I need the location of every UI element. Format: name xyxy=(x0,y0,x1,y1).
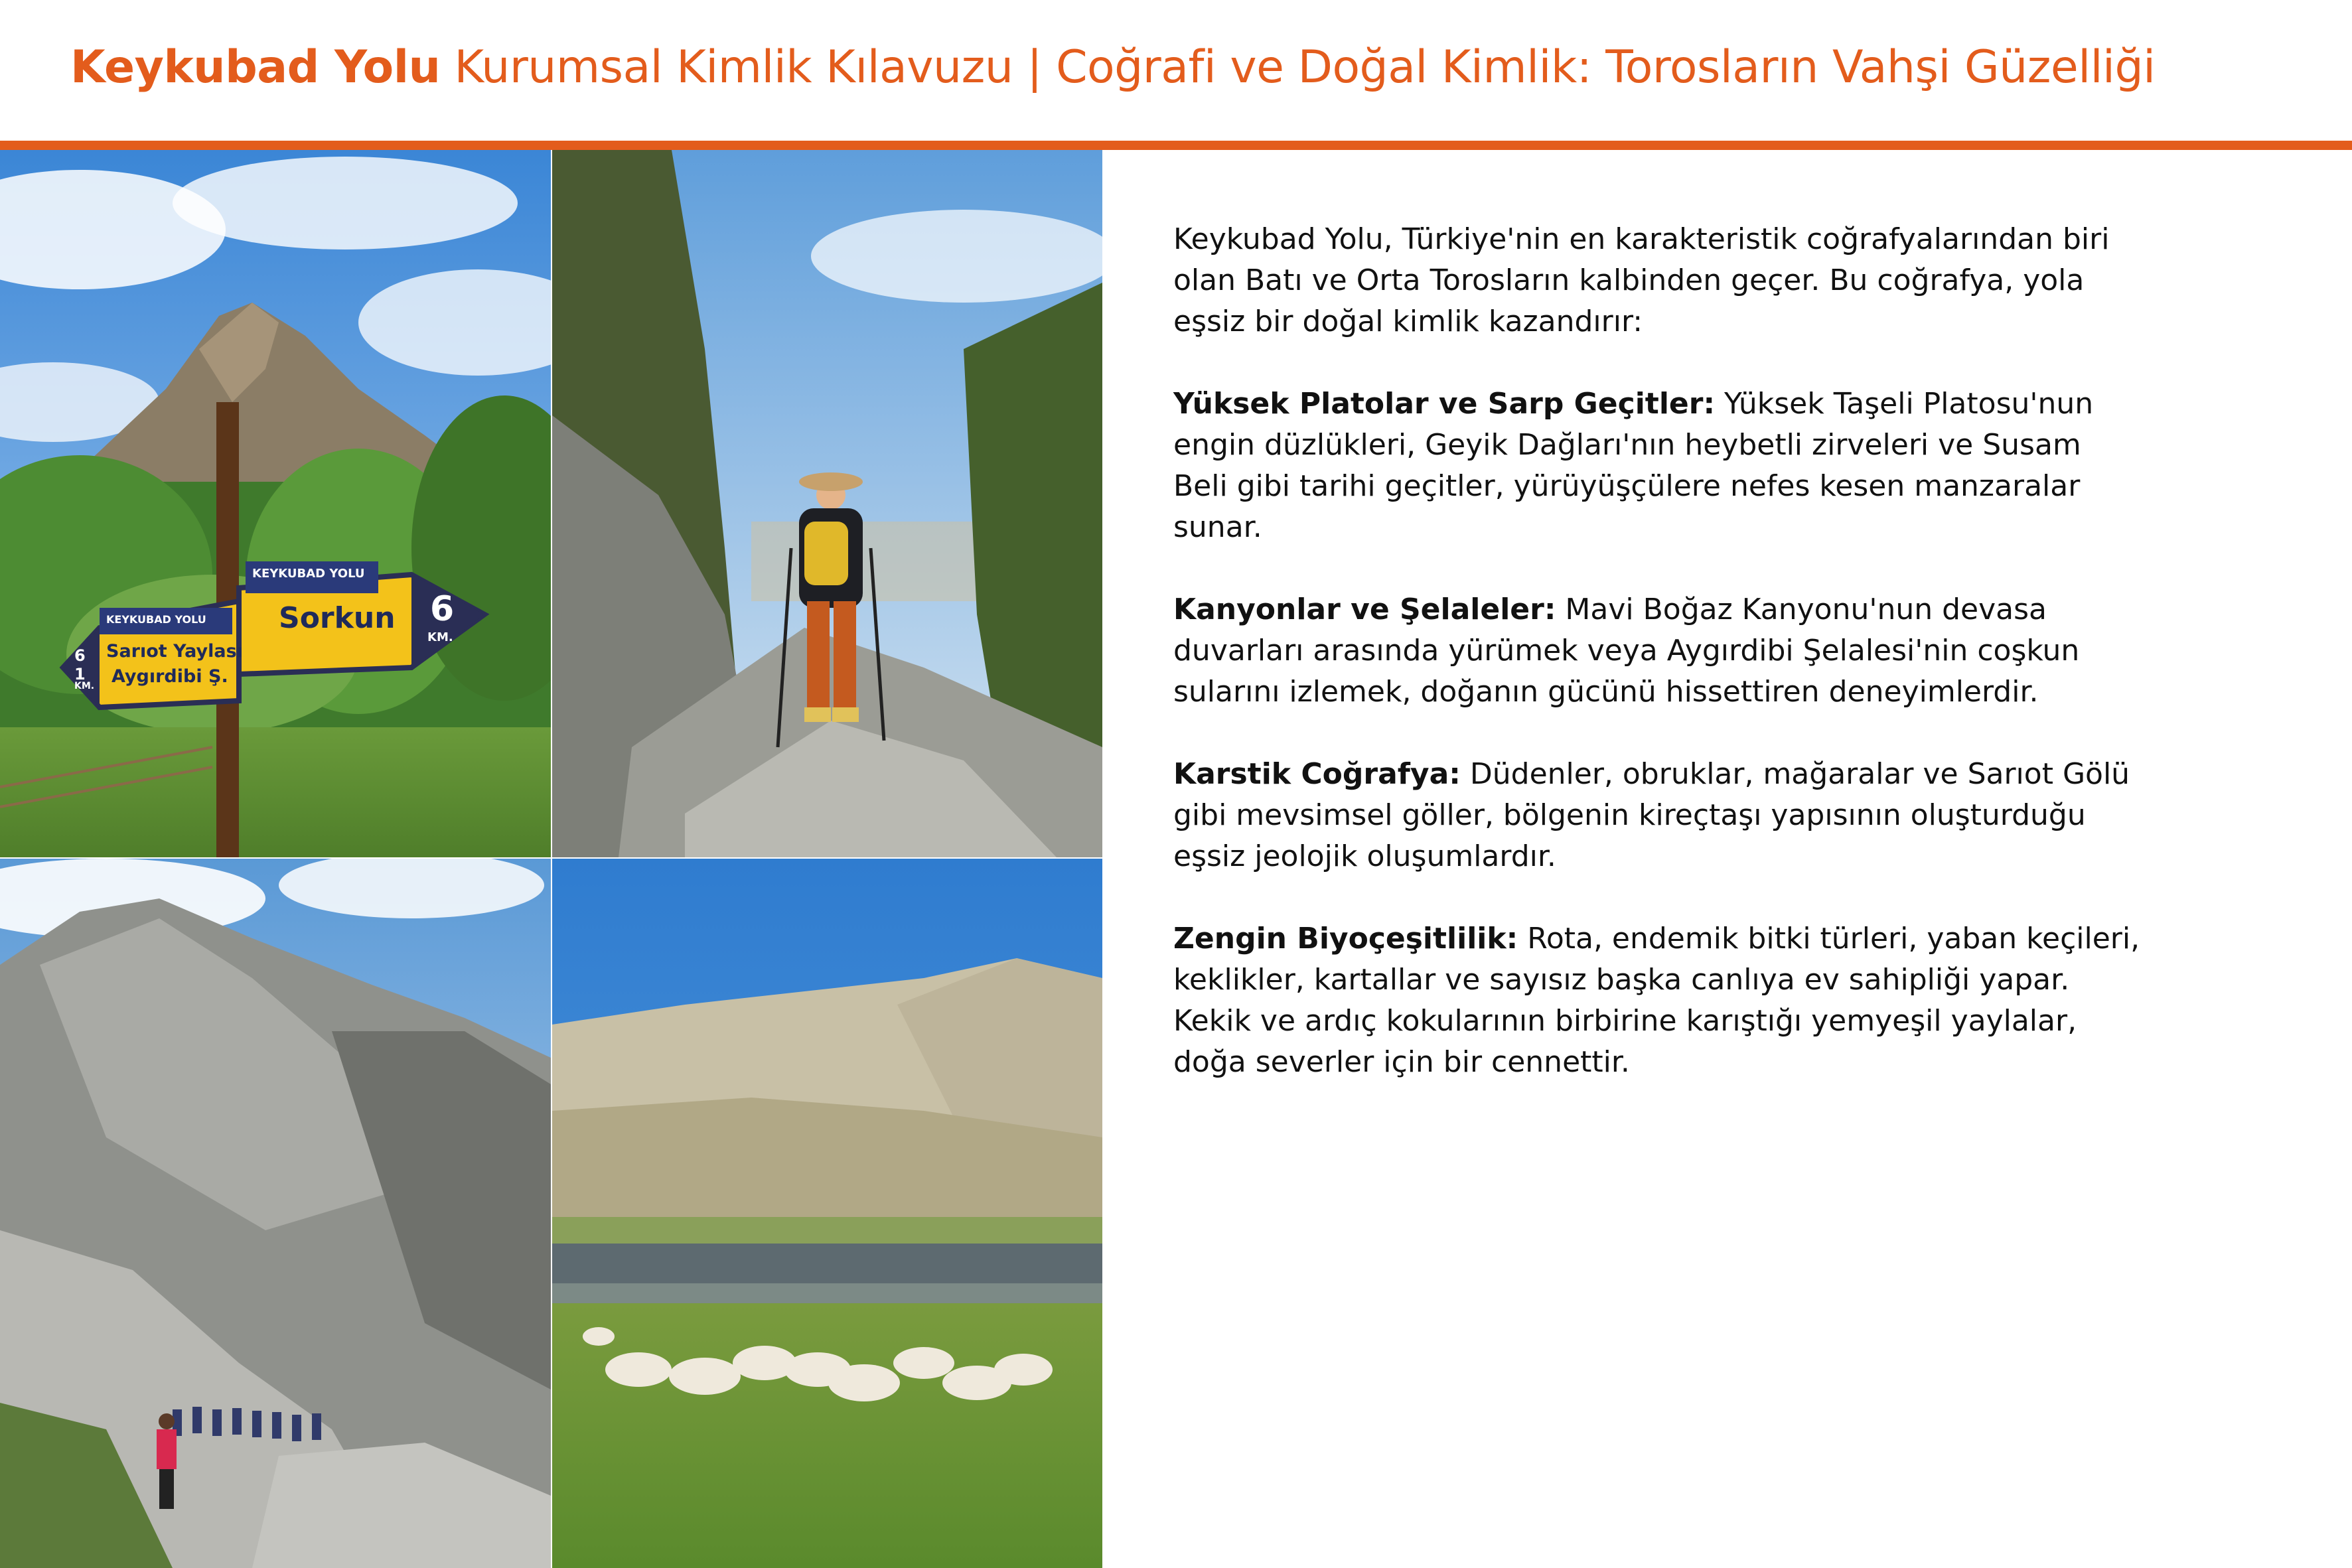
title-text: Kurumsal Kimlik Kılavuzu | Coğrafi ve Doğal Kimlik: Torosların Vahşi Güzelliği xyxy=(440,41,2156,94)
section-biyocesitlilik xyxy=(1173,918,2142,1083)
section-platolar xyxy=(1173,384,2142,548)
photo-hiker-on-rocky-trail xyxy=(552,150,1102,857)
signpost-image xyxy=(0,150,551,857)
sign-left-line1: Sarıot Yaylası xyxy=(106,641,243,662)
mountain-hikers-image xyxy=(0,859,551,1568)
sign-right-unit: KM. xyxy=(427,630,453,644)
section-body: Rota, endemik bitki türleri, yaban keçileri, keklikler, kartallar ve sayısız başka canlıya ev sahipliği yapar. Kekik ve ardıç kokularının birbirine karıştığı yemyeşil yaylalar, doğa severler için bir cennettir. xyxy=(1173,922,2140,1079)
section-body: Düdenler, obruklar, mağaralar ve Sarıot Gölü gibi mevsimsel göller, bölgenin kireçtaşı yapısının oluşturduğu eşsiz jeolojik oluşumlardır. xyxy=(1173,757,2130,873)
hiker-image xyxy=(552,150,1102,857)
sign-right-name: Sorkun xyxy=(279,601,396,635)
intro-paragraph: Keykubad Yolu, Türkiye'nin en karakteristik coğrafyalarından biri olan Batı ve Orta Torosların kalbinden geçer. Bu coğrafya, yola eşsiz bir doğal kimlik kazandırır: xyxy=(1173,222,2110,338)
sign-right-distance: 6 xyxy=(430,589,455,629)
photo-grid xyxy=(0,150,1102,1568)
sign-left-header: KEYKUBAD YOLU xyxy=(106,613,206,626)
page-title xyxy=(70,41,2156,94)
sign-left-unit: KM. xyxy=(74,681,95,691)
header-divider xyxy=(0,141,2352,150)
brand-name: Keykubad Yolu xyxy=(70,41,441,94)
section-heading: Karstik Coğrafya: xyxy=(1173,757,1461,791)
section-body: Mavi Boğaz Kanyonu'nun devasa duvarları arasında yürümek veya Aygırdibi Şelalesi'nin coşkun sularını izlemek, doğanın gücünü hissettiren deneyimlerdir. xyxy=(1173,593,2080,709)
photo-group-hiking-limestone-mountain xyxy=(0,859,551,1568)
section-heading: Yüksek Platolar ve Sarp Geçitler: xyxy=(1173,387,1716,421)
sheep-lake-image xyxy=(552,859,1102,1568)
section-heading: Kanyonlar ve Şelaleler: xyxy=(1173,593,1556,626)
section-heading: Zengin Biyoçeşitlilik: xyxy=(1173,922,1518,956)
photo-trail-signpost xyxy=(0,150,551,857)
photo-sheep-grazing-by-lake xyxy=(552,859,1102,1568)
sign-right-header: KEYKUBAD YOLU xyxy=(252,567,365,581)
content-text xyxy=(1173,219,2142,1124)
sign-left-line2: Aygırdibi Ş. xyxy=(111,666,228,687)
section-kanyonlar xyxy=(1173,589,2142,713)
section-body: Yüksek Taşeli Platosu'nun engin düzlükleri, Geyik Dağları'nın heybetli zirveleri ve Susam Beli gibi tarihi geçitler, yürüyüşçülere nefes kesen manzaralar sunar. xyxy=(1173,387,2094,544)
page-header xyxy=(0,0,2352,141)
section-karstik xyxy=(1173,754,2142,877)
sign-left-distance: 6 1 xyxy=(74,646,86,683)
